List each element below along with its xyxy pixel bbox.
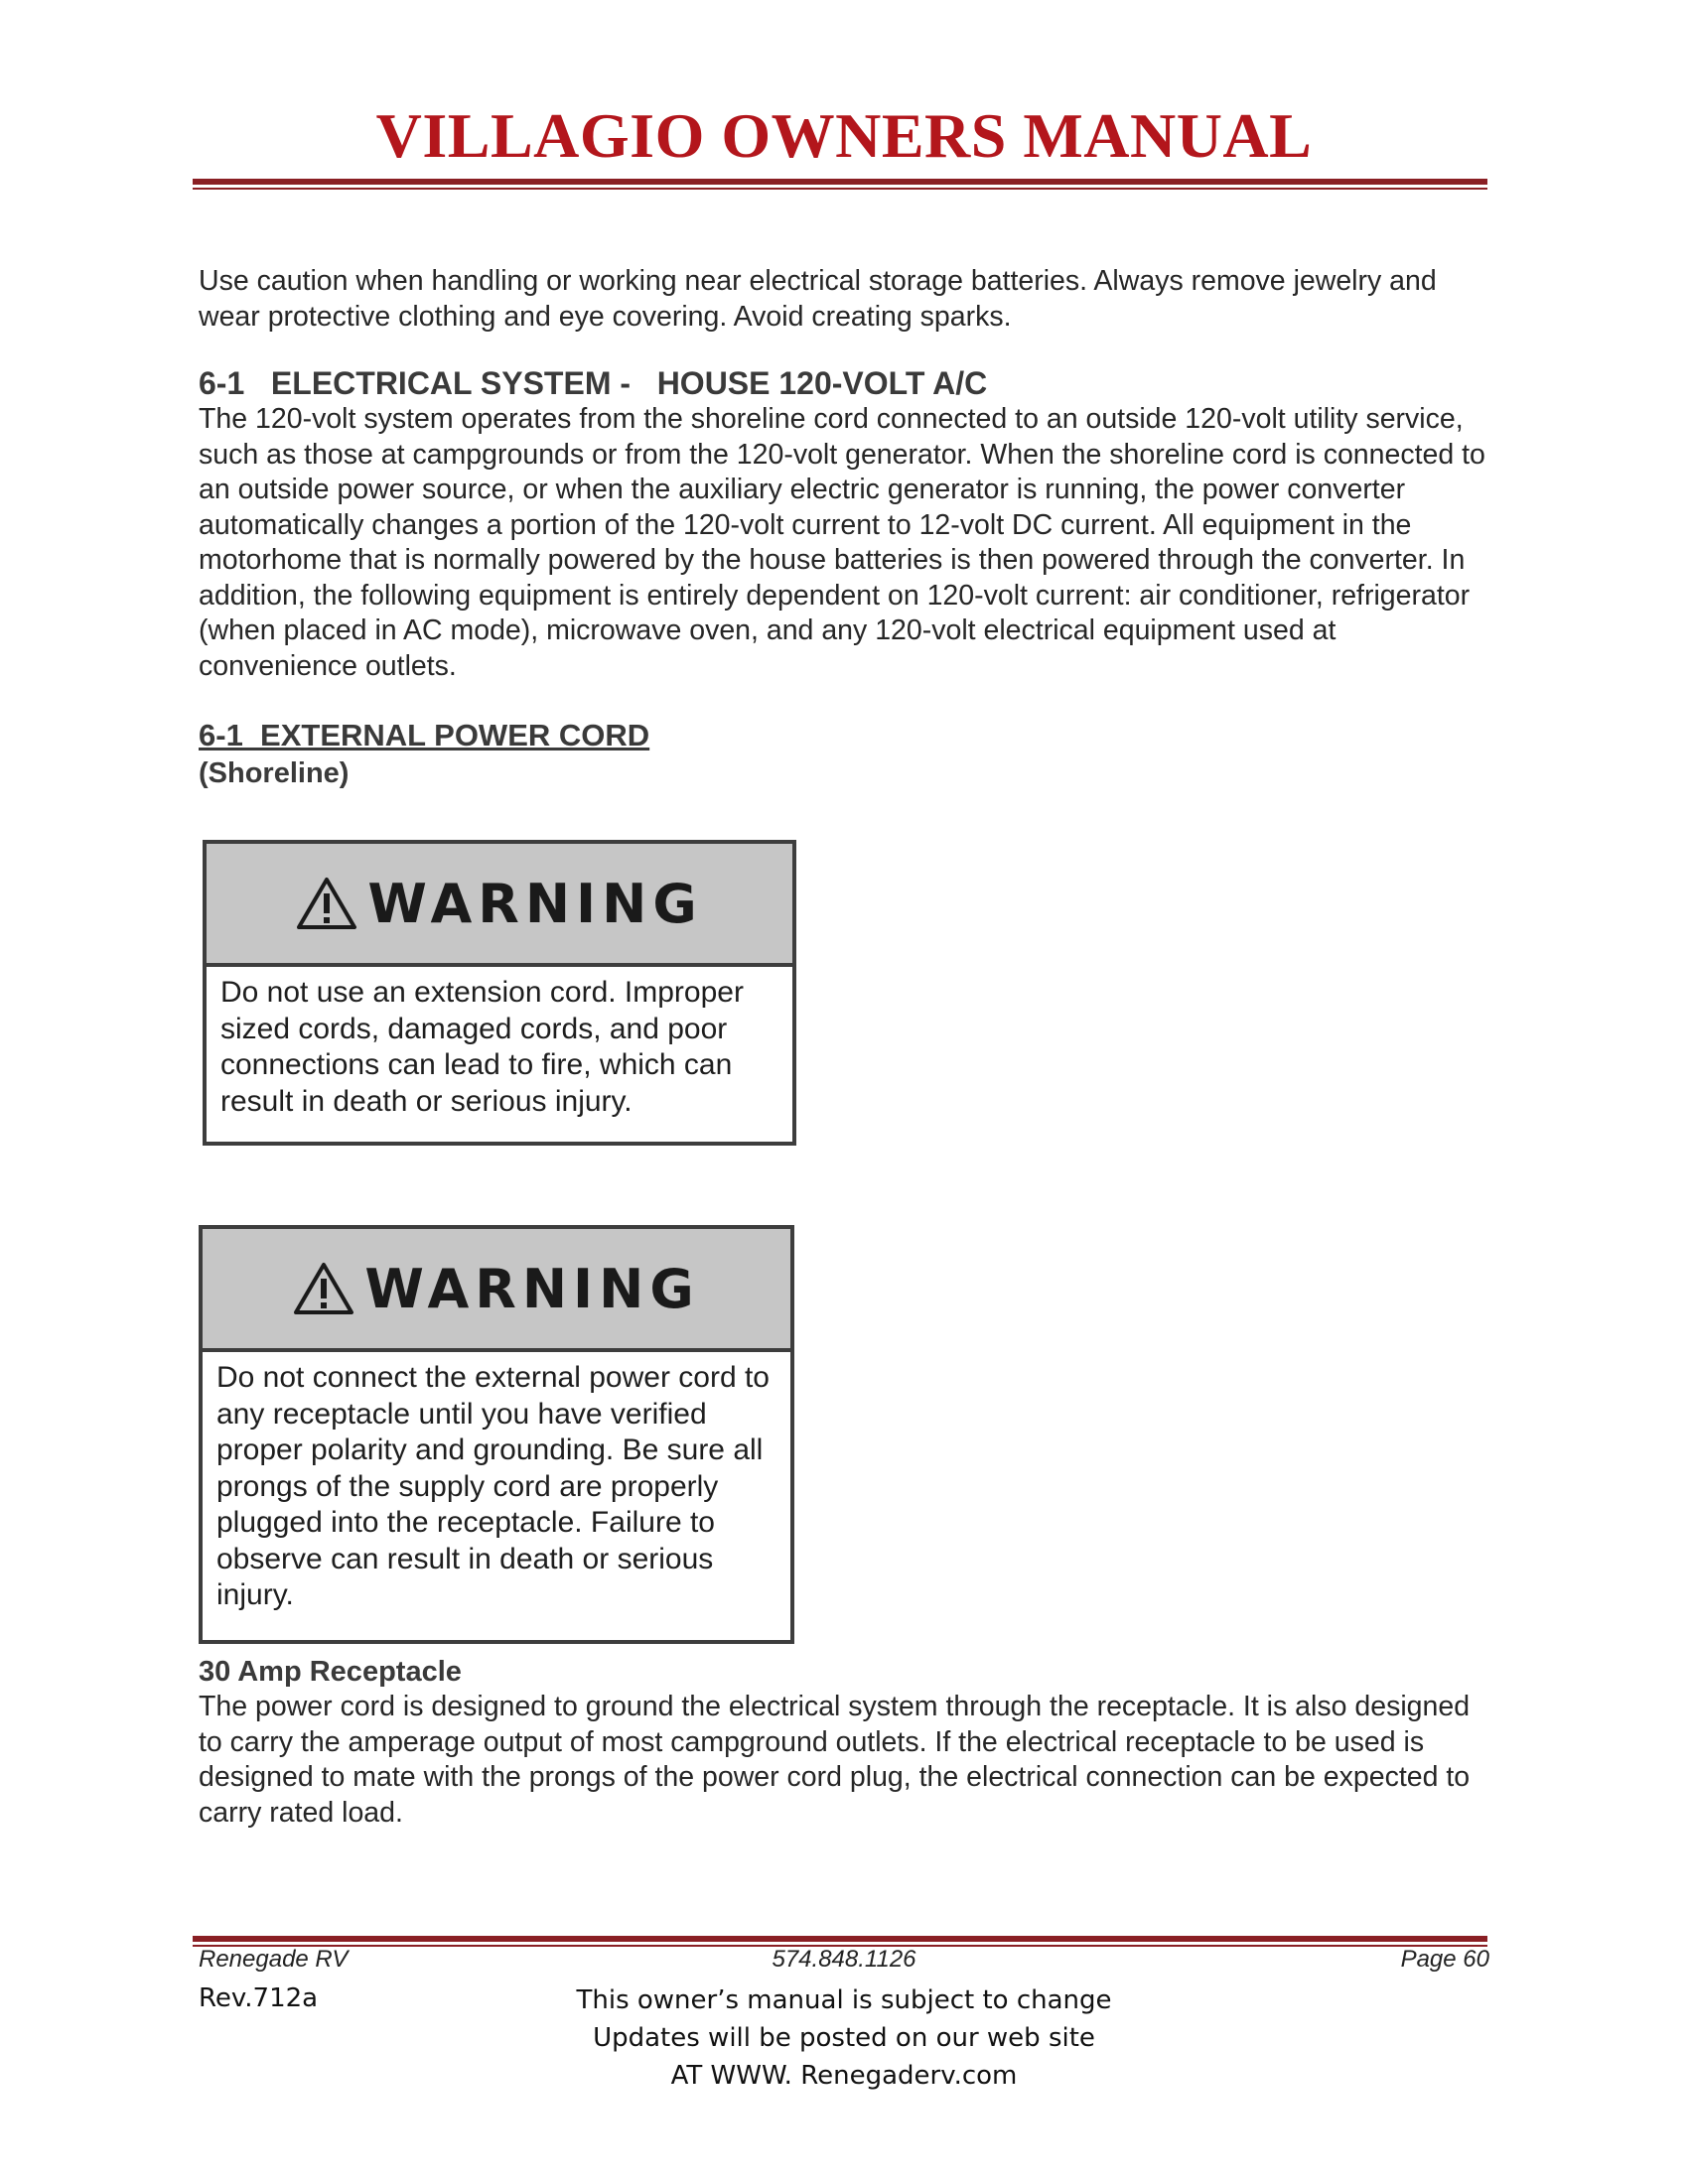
intro-paragraph: Use caution when handling or working near electrical storage batteries. Always remove jewelry and wear protective clothing and eye covering. Avoid creating sparks. xyxy=(199,265,1437,333)
section-heading-electrical-system: 6-1 ELECTRICAL SYSTEM - HOUSE 120-VOLT A/C xyxy=(199,365,988,401)
section-body-electrical-system: The 120-volt system operates from the shoreline cord connected to an outside 120-volt utility service, such as those at campgrounds or from the 120-volt generator. When the shoreline cord is connected to an outside power source, or when the auxiliary electric generator is running, the power converter automatically changes a portion of the 120-volt current to 12-volt DC current. All equipment in the motorhome that is normally powered by the house batteries is then powered through the converter. In addition, the following equipment is entirely dependent on 120-volt current: air conditioner, refrigerator (when placed in AC mode), microwave oven, and any 120-volt electrical equipment used at convenience outlets. xyxy=(199,403,1485,682)
warning-triangle-icon xyxy=(293,1261,354,1316)
warning-label: WARNING xyxy=(367,872,703,935)
warning-box-extension-cord xyxy=(203,840,796,1146)
page-title: VILLAGIO OWNERS MANUAL xyxy=(375,100,1313,171)
warning-header xyxy=(203,1229,790,1352)
receptacle-section xyxy=(199,1654,1489,1831)
header-divider xyxy=(193,179,1487,190)
footer-notice-line: Updates will be posted on our web site xyxy=(593,2023,1095,2053)
footer-notice xyxy=(199,1981,1489,2095)
main-content xyxy=(199,264,1489,791)
footer-page-number: Page 60 xyxy=(1400,1946,1489,1973)
warning-box-polarity xyxy=(199,1225,794,1644)
footer-notice-line: This owner’s manual is subject to change xyxy=(576,1985,1112,2015)
section-heading-external-power-cord: 6-1 EXTERNAL POWER CORD xyxy=(199,718,650,752)
warning-text: Do not use an extension cord. Improper sized cords, damaged cords, and poor connections can lead to fire, which can result in death or serious injury. xyxy=(220,976,744,1118)
footer-phone: 574.848.1126 xyxy=(772,1946,916,1973)
section-heading-30-amp: 30 Amp Receptacle xyxy=(199,1656,462,1688)
warning-triangle-icon xyxy=(296,876,357,931)
warning-text: Do not connect the external power cord to any receptacle until you have verified proper polarity and grounding. Be sure all prongs of the supply cord are properly plugged into the receptacle. Failure to observe can result in death or serious injury. xyxy=(216,1361,770,1611)
footer-notice-line: AT WWW. Renegaderv.com xyxy=(670,2061,1018,2091)
warning-header xyxy=(207,844,792,967)
section-subheading-shoreline: (Shoreline) xyxy=(199,756,350,789)
warning-label: WARNING xyxy=(364,1257,700,1320)
footer-company: Renegade RV xyxy=(199,1946,349,1973)
section-body-30-amp: The power cord is designed to ground the electrical system through the receptacle. It is also designed to carry the amperage output of most campground outlets. If the electrical receptacle to be used is designed to mate with the prongs of the power cord plug, the electrical connection can be expected to carry rated load. xyxy=(199,1691,1471,1829)
footer-revision: Rev.712a xyxy=(199,1983,319,2013)
